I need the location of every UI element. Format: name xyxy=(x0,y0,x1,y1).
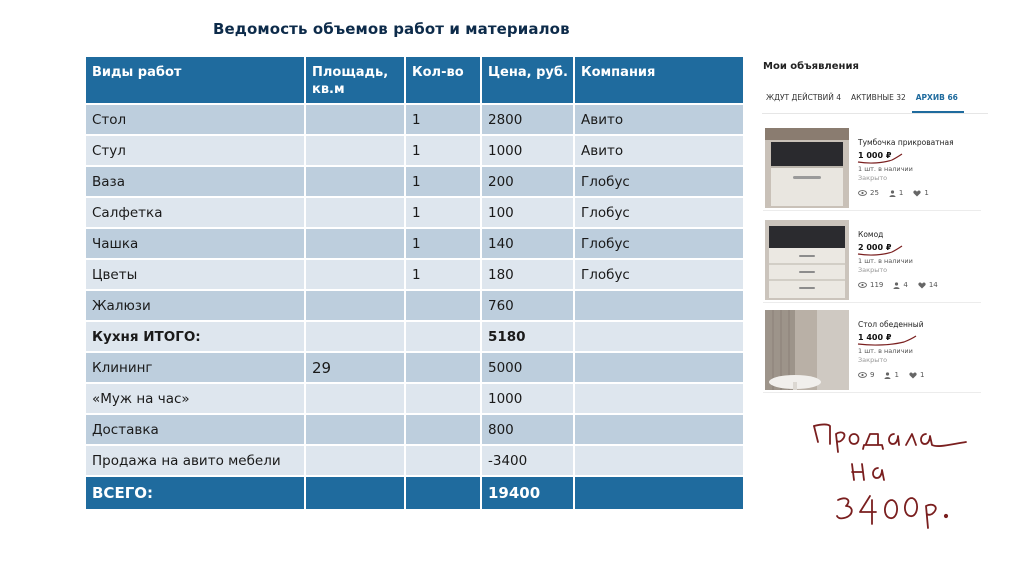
cell-qty: 1 xyxy=(406,136,482,167)
contacts-stat xyxy=(884,371,898,379)
cell-qty: 1 xyxy=(406,105,482,136)
contacts-stat xyxy=(889,189,903,197)
listings-title: Мои объявления xyxy=(763,61,859,72)
cell-work: Жалюзи xyxy=(86,291,306,322)
cell-company: Авито xyxy=(575,136,743,167)
tab-active[interactable]: АКТИВНЫЕ 32 xyxy=(851,93,906,102)
favorites-stat xyxy=(909,371,924,379)
cell-price: -3400 xyxy=(482,446,575,477)
contacts-count: 4 xyxy=(903,281,908,289)
tab-awaiting-action[interactable]: ЖДУТ ДЕЙСТВИЙ 4 xyxy=(766,93,842,102)
cell-work: Цветы xyxy=(86,260,306,291)
cell-work: Доставка xyxy=(86,415,306,446)
cell-qty xyxy=(406,291,482,322)
views-count: 9 xyxy=(870,371,875,379)
cell-company: Глобус xyxy=(575,260,743,291)
views-count: 25 xyxy=(870,189,879,197)
cell-area xyxy=(306,322,406,353)
header-quantity: Кол-во xyxy=(406,57,482,105)
listing-photo-nightstand xyxy=(765,128,849,208)
cell-price: 180 xyxy=(482,260,575,291)
favorites-count: 1 xyxy=(924,189,929,197)
eye-icon xyxy=(858,190,867,196)
contacts-count: 1 xyxy=(894,371,899,379)
cell-qty xyxy=(406,322,482,353)
favorites-stat xyxy=(918,281,938,289)
listing-status: Закрыто xyxy=(858,174,888,182)
heart-icon xyxy=(918,282,926,289)
views-stat xyxy=(858,371,874,379)
header-area: Площадь, кв.м xyxy=(306,57,406,105)
listing-status: Закрыто xyxy=(858,266,888,274)
cell-area xyxy=(306,136,406,167)
listing-name[interactable]: Стол обеденный xyxy=(858,320,924,329)
cell-area xyxy=(306,198,406,229)
tab-archive[interactable]: АРХИВ 66 xyxy=(912,81,964,113)
cell-company: Глобус xyxy=(575,167,743,198)
heart-icon xyxy=(909,372,917,379)
works-materials-table xyxy=(86,57,743,509)
listing-photo-dresser xyxy=(765,220,849,300)
favorites-stat xyxy=(913,189,928,197)
cell-area: 29 xyxy=(306,353,406,384)
cell-qty: 1 xyxy=(406,167,482,198)
cell-qty xyxy=(406,384,482,415)
table-row xyxy=(86,353,743,384)
person-icon xyxy=(893,282,900,289)
cell-qty xyxy=(406,415,482,446)
listing-card[interactable] xyxy=(763,126,981,211)
cell-area xyxy=(306,105,406,136)
views-stat xyxy=(858,189,879,197)
cell-price: 760 xyxy=(482,291,575,322)
cell-area xyxy=(306,384,406,415)
cell-qty: 1 xyxy=(406,229,482,260)
cell-company: Глобус xyxy=(575,198,743,229)
cell-company xyxy=(575,384,743,415)
person-icon xyxy=(889,190,896,197)
listing-stock: 1 шт. в наличии xyxy=(858,257,913,265)
cell-company xyxy=(575,291,743,322)
person-icon xyxy=(884,372,891,379)
cell-company xyxy=(575,322,743,353)
cell-work: Кухня ИТОГО: xyxy=(86,322,306,353)
table-row xyxy=(86,260,743,291)
listing-photo-dining-table xyxy=(765,310,849,390)
views-stat xyxy=(858,281,883,289)
handwritten-sold-note xyxy=(808,412,978,552)
contacts-stat xyxy=(893,281,907,289)
header-price: Цена, руб. xyxy=(482,57,575,105)
listing-card[interactable] xyxy=(763,218,981,303)
cell-work: Продажа на авито мебели xyxy=(86,446,306,477)
cell-company: Глобус xyxy=(575,229,743,260)
cell-qty xyxy=(406,477,482,509)
table-row xyxy=(86,229,743,260)
listing-stats xyxy=(858,281,938,289)
cell-area xyxy=(306,415,406,446)
cell-work: Стол xyxy=(86,105,306,136)
cell-area xyxy=(306,477,406,509)
listing-stats xyxy=(858,189,929,197)
listing-stock: 1 шт. в наличии xyxy=(858,347,913,355)
table-row xyxy=(86,136,743,167)
cell-area xyxy=(306,446,406,477)
heart-icon xyxy=(913,190,921,197)
cell-company xyxy=(575,353,743,384)
document-title: Ведомость объемов работ и материалов xyxy=(213,20,570,38)
table-row xyxy=(86,198,743,229)
cell-price: 100 xyxy=(482,198,575,229)
listings-tabs xyxy=(762,81,988,114)
cell-area xyxy=(306,260,406,291)
cell-work: «Муж на час» xyxy=(86,384,306,415)
favorites-count: 14 xyxy=(928,281,938,289)
cell-work: Клининг xyxy=(86,353,306,384)
cell-price: 140 xyxy=(482,229,575,260)
contacts-count: 1 xyxy=(898,189,904,197)
total-label: ВСЕГО: xyxy=(86,477,306,509)
cell-price: 800 xyxy=(482,415,575,446)
cell-work: Салфетка xyxy=(86,198,306,229)
cell-price: 5180 xyxy=(482,322,575,353)
cell-area xyxy=(306,291,406,322)
listing-name[interactable]: Тумбочка прикроватная xyxy=(858,138,954,147)
cell-price: 200 xyxy=(482,167,575,198)
listing-price: 2 000 ₽ xyxy=(858,243,892,252)
table-row xyxy=(86,105,743,136)
grand-total-row xyxy=(86,477,743,509)
cell-company xyxy=(575,477,743,509)
table-row xyxy=(86,446,743,477)
table-row xyxy=(86,384,743,415)
favorites-count: 1 xyxy=(919,371,925,379)
listing-name[interactable]: Комод xyxy=(858,230,884,239)
eye-icon xyxy=(858,282,867,288)
cell-qty: 1 xyxy=(406,198,482,229)
table-row xyxy=(86,415,743,446)
eye-icon xyxy=(858,372,867,378)
cell-price: 1000 xyxy=(482,384,575,415)
cell-work: Чашка xyxy=(86,229,306,260)
table-row xyxy=(86,167,743,198)
cell-price: 5000 xyxy=(482,353,575,384)
listing-stock: 1 шт. в наличии xyxy=(858,165,913,173)
table-row xyxy=(86,291,743,322)
cell-area xyxy=(306,167,406,198)
cell-qty: 1 xyxy=(406,260,482,291)
cell-price: 1000 xyxy=(482,136,575,167)
cell-qty xyxy=(406,353,482,384)
views-count: 119 xyxy=(870,281,884,289)
my-listings-panel xyxy=(758,55,990,400)
kitchen-subtotal-row xyxy=(86,322,743,353)
cell-work: Стул xyxy=(86,136,306,167)
listing-stats xyxy=(858,371,924,379)
header-work-type: Виды работ xyxy=(86,57,306,105)
listing-price: 1 000 ₽ xyxy=(858,151,892,160)
cell-work: Ваза xyxy=(86,167,306,198)
table-header-row xyxy=(86,57,743,105)
cell-company xyxy=(575,446,743,477)
cell-qty xyxy=(406,446,482,477)
total-value: 19400 xyxy=(482,477,575,509)
listing-price: 1 400 ₽ xyxy=(858,333,892,342)
listing-status: Закрыто xyxy=(858,356,888,364)
cell-company xyxy=(575,415,743,446)
listing-card[interactable] xyxy=(763,308,981,393)
header-company: Компания xyxy=(575,57,743,105)
cell-area xyxy=(306,229,406,260)
cell-company: Авито xyxy=(575,105,743,136)
cell-price: 2800 xyxy=(482,105,575,136)
